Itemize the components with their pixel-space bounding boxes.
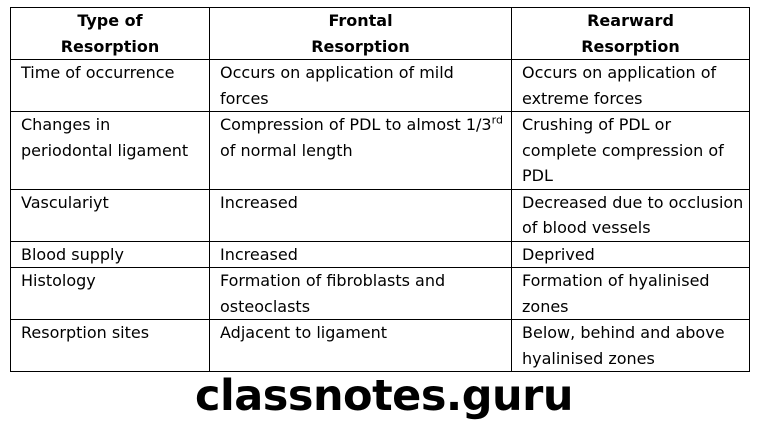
cell-frontal: Increased [210,241,512,268]
table-row-changes-in-pdl [11,112,750,190]
superscript-ordinal: rd [491,113,503,127]
cell-type: Blood supply [11,241,210,268]
table-row-vascularity [11,189,750,241]
cell-type: Changes in periodontal ligament [11,112,210,190]
cell-rearward: Deprived [512,241,750,268]
cell-frontal: Formation of fibroblasts and osteoclasts [210,268,512,320]
header-rearward-resorption [512,8,750,60]
header-frontal-resorption [210,8,512,60]
cell-frontal-text: Compression of PDL to almost 1/3 [220,115,492,134]
cell-frontal: Occurs on application of mild forces [210,60,512,112]
cell-rearward: Formation of hyalinised zones [512,268,750,320]
cell-frontal [210,112,512,190]
resorption-comparison-table [10,7,750,372]
cell-type: Time of occurrence [11,60,210,112]
table-row-blood-supply [11,241,750,268]
table-row-time-of-occurrence [11,60,750,112]
table-row-histology [11,268,750,320]
cell-type: Histology [11,268,210,320]
cell-frontal: Adjacent to ligament [210,320,512,372]
header-row [11,8,750,60]
header-type-of-resorption [11,8,210,60]
header-line: Rearward [587,11,674,30]
header-line: Frontal [328,11,393,30]
cell-rearward: Crushing of PDL or complete compression of PDL [512,112,750,190]
cell-rearward: Occurs on application of extreme forces [512,60,750,112]
header-line: Resorption [311,36,410,56]
cell-frontal: Increased [210,189,512,241]
header-line: Resorption [60,36,160,56]
header-line: Resorption [581,36,680,56]
table-row-resorption-sites [11,320,750,372]
cell-rearward: Decreased due to occlusion of blood vessels [512,189,750,241]
header-line: Type of [77,11,143,30]
cell-type: Resorption sites [11,320,210,372]
cell-rearward: Below, behind and above hyalinised zones [512,320,750,372]
site-watermark: classnotes.guru [195,371,573,421]
cell-type: Vasculariyt [11,189,210,241]
cell-frontal-text-cont: of normal length [220,140,353,160]
